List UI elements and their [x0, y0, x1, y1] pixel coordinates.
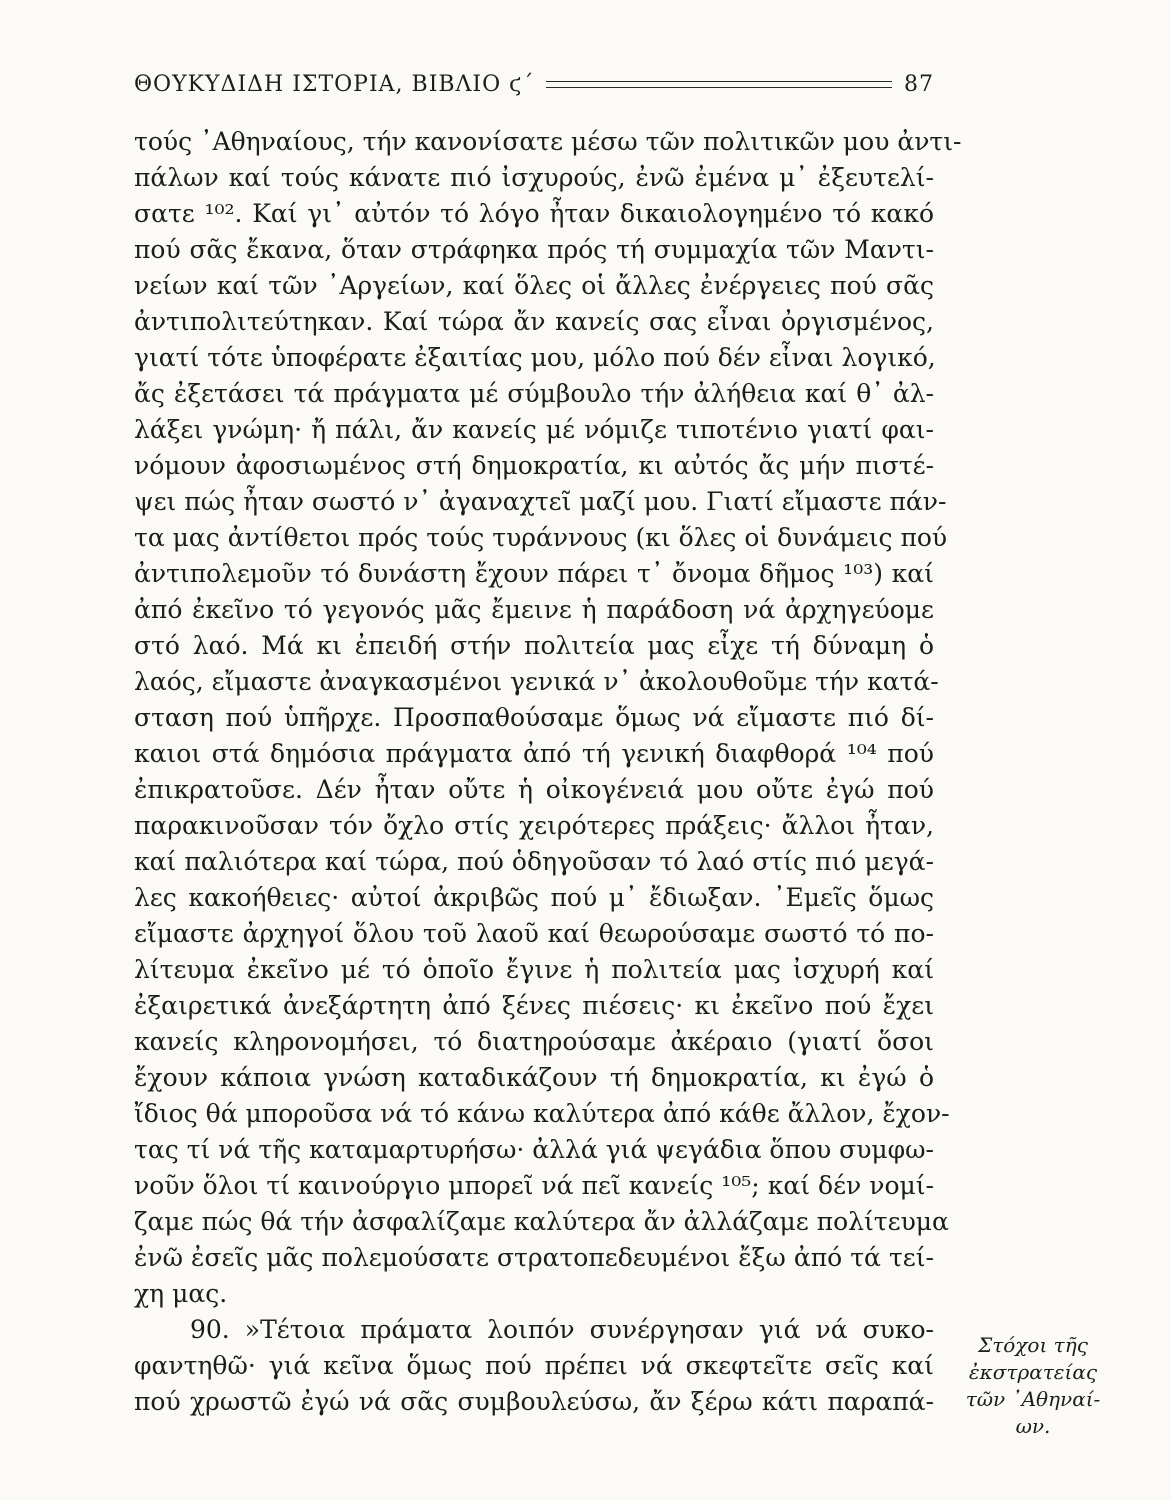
running-head-rule — [546, 81, 892, 88]
text-line: νείων καί τῶν ᾿Αργείων, καί ὅλες οἱ ἄλλες ἐνέργειες πού σᾶς — [134, 271, 934, 300]
text-line: νόμουν ἀφοσιωμένος στή δημοκρατία, κι αὐτός ἄς μήν πιστέ- — [134, 451, 934, 480]
text-line: τας τί νά τῆς καταμαρτυρήσω· ἀλλά γιά ψεγάδια ὅπου συμφω- — [134, 1135, 934, 1164]
text-line: τα μας ἀντίθετοι πρός τούς τυράννους (κι ὅλες οἱ δυνάμεις πού — [134, 523, 948, 552]
paragraph-end-line: χη μας. — [134, 1279, 228, 1308]
chapter-90-start-line: 90. »Τέτοια πράματα λοιπόν συνέργησαν γιά νά συκο- — [190, 1315, 934, 1344]
margin-note-line: ἐκστρατείας — [968, 1360, 1098, 1384]
text-line: ψει πώς ἦταν σωστό ν᾿ ἀγαναχτεῖ μαζί μου. Γιατί εἴμαστε πάν- — [134, 487, 947, 516]
text-line: λες κακοήθειες· αὐτοί ἀκριβῶς πού μ᾿ ἔδιωξαν. ᾿Εμεῖς ὅμως — [134, 883, 934, 912]
text-line: ἐνῶ ἐσεῖς μᾶς πολεμούσατε στρατοπεδευμένοι ἔξω ἀπό τά τεί- — [134, 1243, 934, 1272]
text-line: πού σᾶς ἔκανα, ὅταν στράφηκα πρός τή συμμαχία τῶν Μαντι- — [134, 235, 934, 264]
text-line: λαός, εἴμαστε ἀναγκασμένοι γενικά ν᾿ ἀκολουθοῦμε τήν κατά- — [134, 667, 939, 696]
text-line: σατε ¹⁰². Καί γι᾿ αὐτόν τό λόγο ἦταν δικαιολογημένο τό κακό — [134, 199, 934, 228]
text-line: νοῦν ὅλοι τί καινούργιο μπορεῖ νά πεῖ κανείς ¹⁰⁵; καί δέν νομί- — [134, 1171, 934, 1200]
text-line: κανείς κληρονομήσει, τό διατηρούσαμε ἀκέραιο (γιατί ὅσοι — [134, 1027, 934, 1056]
text-line: σταση πού ὑπῆρχε. Προσπαθούσαμε ὅμως νά εἴμαστε πιό δί- — [134, 703, 934, 732]
text-line: καί παλιότερα καί τώρα, πού ὁδηγοῦσαν τό λαό στίς πιό μεγά- — [134, 847, 934, 876]
text-line: λάξει γνώμη· ἤ πάλι, ἄν κανείς μέ νόμιζε τιποτένιο γιατί φαι- — [134, 415, 934, 444]
text-line: ἔχουν κάποια γνώση καταδικάζουν τή δημοκρατία, κι ἐγώ ὁ — [134, 1063, 934, 1092]
running-head-title: ΘΟΥΚΥΔΙΔΗ ΙΣΤΟΡΙΑ, ΒΙΒΛΙΟ ϛ΄ — [134, 71, 535, 97]
text-line: εἴμαστε ἀρχηγοί ὅλου τοῦ λαοῦ καί θεωρούσαμε σωστό τό πο- — [134, 919, 934, 948]
body-text — [134, 124, 962, 1420]
text-line: πού χρωστῶ ἐγώ νά σᾶς συμβουλεύσω, ἄν ξέρω κάτι παραπά- — [134, 1387, 934, 1416]
text-line: τούς ᾿Αθηναίους, τήν κανονίσατε μέσω τῶν πολιτικῶν μου ἀντι- — [134, 127, 962, 156]
text-line: ἐπικρατοῦσε. Δέν ἦταν οὔτε ἡ οἰκογένειά μου οὔτε ἐγώ πού — [134, 775, 934, 804]
text-line: πάλων καί τούς κάνατε πιό ἰσχυρούς, ἐνῶ ἐμένα μ᾿ ἐξευτελί- — [134, 163, 934, 192]
text-line: ἀπό ἐκεῖνο τό γεγονός μᾶς ἔμεινε ἡ παράδοση νά ἀρχηγεύομε — [134, 595, 934, 624]
text-line: ἀντιπολεμοῦν τό δυνάστη ἔχουν πάρει τ᾿ ὄνομα δῆμος ¹⁰³) καί — [134, 559, 934, 588]
text-line: στό λαό. Μά κι ἐπειδή στήν πολιτεία μας εἶχε τή δύναμη ὁ — [134, 631, 934, 660]
text-line: παρακινοῦσαν τόν ὄχλο στίς χειρότερες πράξεις· ἄλλοι ἦταν, — [134, 811, 934, 840]
text-line: ζαμε πώς θά τήν ἀσφαλίζαμε καλύτερα ἄν ἀλλάζαμε πολίτευμα — [134, 1207, 949, 1236]
margin-note-line: Στόχοι τῆς — [978, 1333, 1088, 1357]
margin-note-line: ων. — [1015, 1414, 1051, 1438]
running-head — [134, 66, 934, 102]
text-line: ἴδιος θά μποροῦσα νά τό κάνω καλύτερα ἀπό κάθε ἄλλον, ἔχον- — [134, 1099, 950, 1128]
text-line: ἄς ἐξετάσει τά πράγματα μέ σύμβουλο τήν ἀλήθεια καί θ᾿ ἀλ- — [134, 379, 934, 408]
text-line: γιατί τότε ὑποφέρατε ἐξαιτίας μου, μόλο πού δέν εἶναι λογικό, — [134, 343, 936, 372]
text-line: ἀντιπολιτεύτηκαν. Καί τώρα ἄν κανείς σας εἶναι ὀργισμένος, — [134, 307, 934, 336]
margin-note — [958, 1332, 1108, 1440]
text-line: καιοι στά δημόσια πράγματα ἀπό τή γενική διαφθορά ¹⁰⁴ πού — [134, 739, 934, 768]
page-number: 87 — [904, 71, 934, 97]
margin-note-line: τῶν ᾿Αθηναί- — [965, 1387, 1101, 1411]
text-line: φαντηθῶ· γιά κεῖνα ὅμως πού πρέπει νά σκεφτεῖτε σεῖς καί — [134, 1351, 934, 1380]
text-line: λίτευμα ἐκεῖνο μέ τό ὁποῖο ἔγινε ἡ πολιτεία μας ἰσχυρή καί — [134, 955, 934, 984]
text-line: ἐξαιρετικά ἀνεξάρτητη ἀπό ξένες πιέσεις· κι ἐκεῖνο πού ἔχει — [134, 991, 934, 1020]
